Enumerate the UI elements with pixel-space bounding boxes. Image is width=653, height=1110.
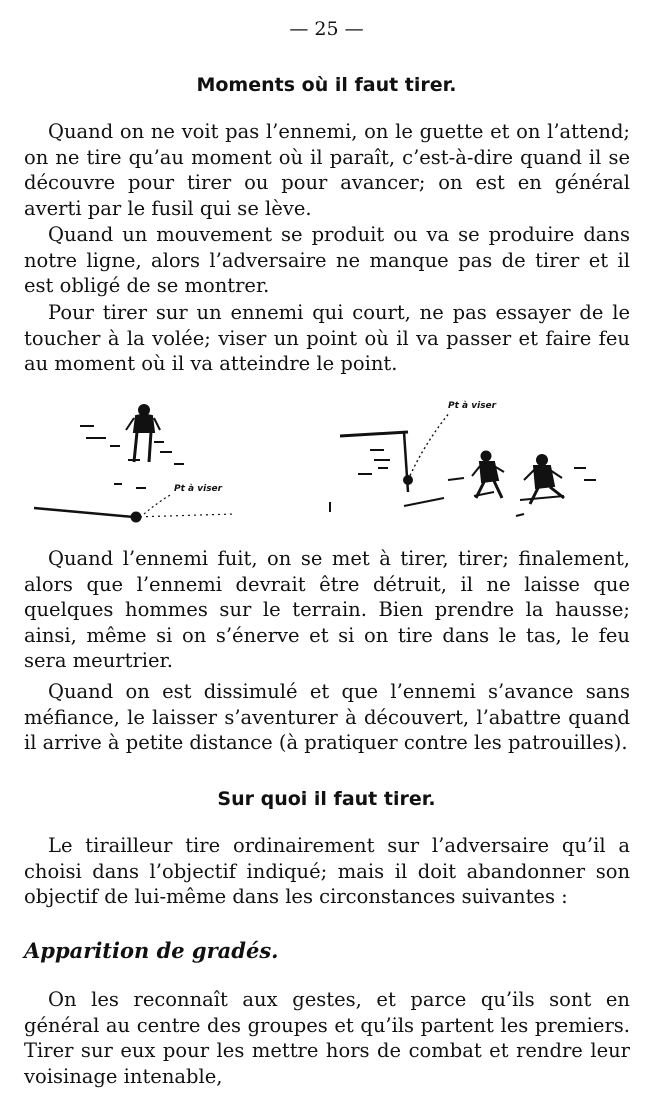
aim-line-right xyxy=(408,412,450,480)
soldier-figure-right-1 xyxy=(472,452,504,499)
aim-point-label-right: Pt à viser xyxy=(448,401,497,411)
paragraph: Le tirailleur tire ordinairement sur l’adversaire qu’il a choisi dans l’objectif indiqué; mais il doit abandonner son objectif de lui-même dans les circonstances suivantes : xyxy=(24,834,630,908)
aim-point-label-left: Pt à viser xyxy=(174,484,223,494)
aiming-illustration xyxy=(24,384,630,534)
soldier-figure-left xyxy=(126,405,160,462)
subsection-title: Apparition de gradés. xyxy=(24,938,279,963)
aim-line-left xyxy=(34,494,234,522)
section-title-moments: Moments où il faut tirer. xyxy=(196,74,457,96)
paragraph: Quand on est dissimulé et que l’ennemi s’avance sans méfiance, le laisser s’aventurer à découvert, l’abattre quand il arrive à petite distance (à pratiquer contre les patrouilles). xyxy=(24,680,630,754)
aiming-diagram xyxy=(24,384,630,534)
page-number: — 25 — xyxy=(289,18,364,40)
left-scene xyxy=(80,426,184,488)
section-title-sur-quoi: Sur quoi il faut tirer. xyxy=(217,788,436,810)
paragraph: Quand l’ennemi fuit, on se met à tirer, tirer; finalement, alors que l’ennemi devrait être détruit, il ne laisse que quelques hommes sur le terrain. Bien prendre la hausse; ainsi, même si on s’énerve et si on tire dans le tas, le feu sera meurtrier. xyxy=(24,547,630,672)
paragraph: Pour tirer sur un ennemi qui court, ne pas essayer de le toucher à la volée; viser un point où il va passer et faire feu au moment où il va atteindre le point. xyxy=(24,301,630,375)
paragraph: Quand on ne voit pas l’ennemi, on le guette et on l’attend; on ne tire qu’au moment où il paraît, c’est-à-dire quand il se découvre pour tirer ou pour avancer; on est en général averti par le fusil qui se lève. xyxy=(24,120,630,220)
paragraph: Quand un mouvement se produit ou va se produire dans notre ligne, alors l’adversaire ne manque pas de tirer et il est obligé de se montrer. xyxy=(24,223,630,297)
paragraph: On les reconnaît aux gestes, et parce qu’ils sont en général au centre des groupes et qu’ils partent les premiers. Tirer sur eux pour les mettre hors de combat et rendre leur voisinage intenable, xyxy=(24,988,630,1088)
